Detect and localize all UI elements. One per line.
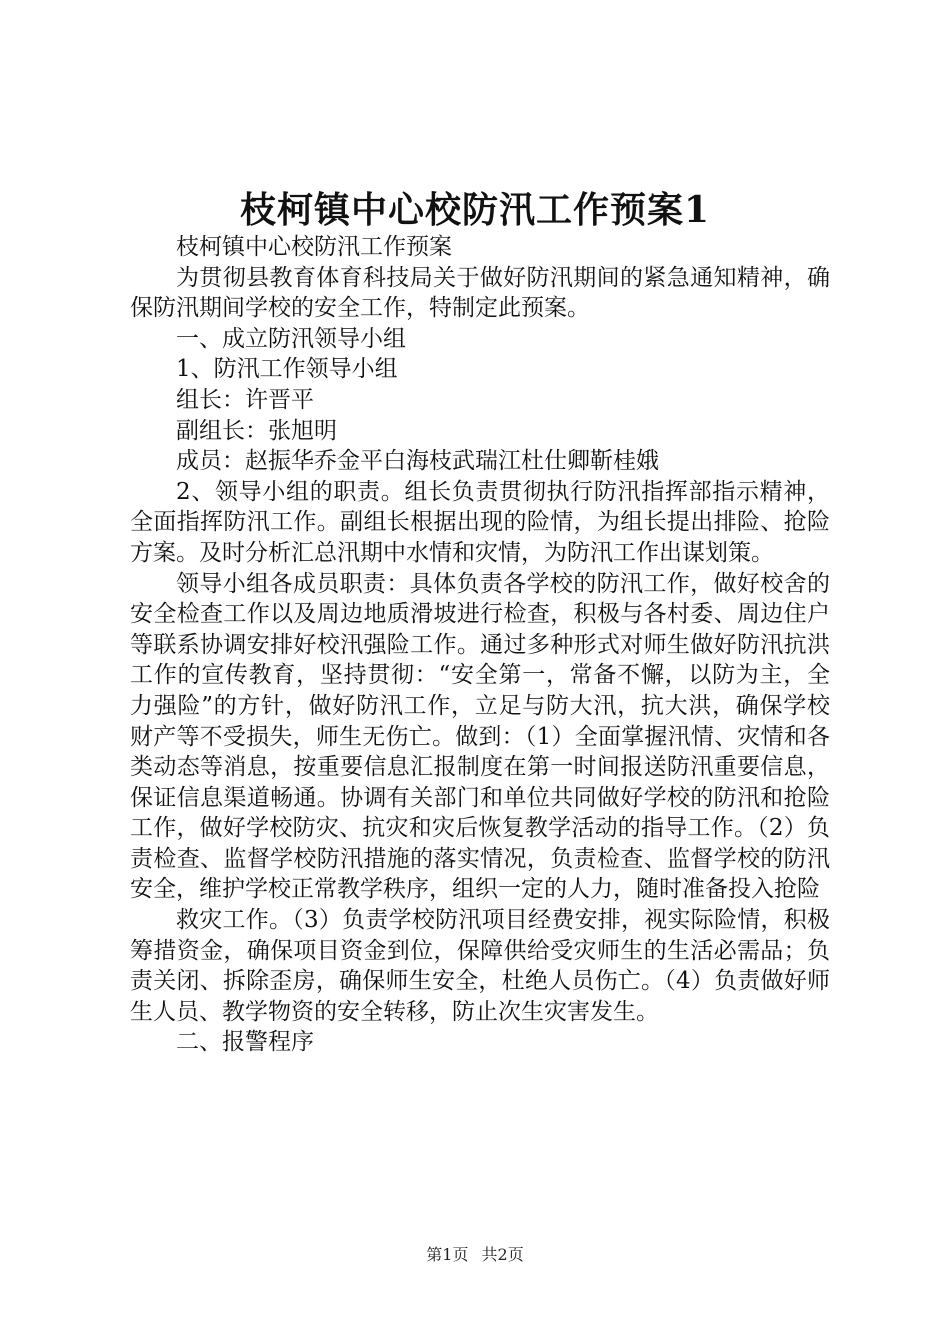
section-heading-leadership: 一、成立防汛领导小组 <box>176 325 406 352</box>
paragraph-subtitle: 枝柯镇中心校防汛工作预案 <box>176 234 452 260</box>
paragraph-members: 成员：赵振华乔金平白海枝武瑞江杜仕卿靳桂娥 <box>176 448 659 475</box>
page-total: 共2页 <box>481 1245 524 1264</box>
paragraph-leader: 组长：许晋平 <box>176 386 314 413</box>
page-footer <box>0 1244 950 1266</box>
subsection-heading-group: 1、防汛工作领导小组 <box>176 356 398 383</box>
paragraph-deputy-leader: 副组长：张旭明 <box>176 417 337 444</box>
paragraph-relief-work: 救灾工作。（3）负责学校防汛项目经费安排，视实际险情，积极筹措资金，确保项目资金到位，保障供给受灾师生的生活必需品；负责关闭、拆除歪房，确保师生安全，杜绝人员伤亡。（4）负责做好师生人员、教学物资的安全转移，防止次生灾害发生。 <box>130 907 830 1025</box>
document-body <box>130 232 830 1058</box>
page-number: 第1页 <box>426 1245 469 1264</box>
paragraph-duties: 2、领导小组的职责。组长负责贯彻执行防汛指挥部指示精神，全面指挥防汛工作。副组长根据出现的险情，为组长提出排险、抢险方案。及时分析汇总汛期中水情和灾情，为防汛工作出谋划策。 <box>130 478 830 566</box>
section-heading-alarm: 二、报警程序 <box>176 1029 314 1056</box>
paragraph-intro: 为贯彻县教育体育科技局关于做好防汛期间的紧急通知精神，确保防汛期间学校的安全工作，特制定此预案。 <box>130 264 830 322</box>
paragraph-member-duties: 领导小组各成员职责：具体负责各学校的防汛工作，做好校舍的安全检查工作以及周边地质滑坡进行检查，积极与各村委、周边住户等联系协调安排好校汛强险工作。通过多种形式对师生做好防汛抗洪工作的宣传教育，坚持贯彻：“安全第一，常备不懈，以防为主，全力强险”的方针，做好防汛工作，立足与防大汛，抗大洪，确保学校财产等不受损失，师生无伤亡。做到：（1）全面掌握汛情、灾情和各类动态等消息，按重要信息汇报制度在第一时间报送防汛重要信息，保证信息渠道畅通。协调有关部门和单位共同做好学校的防汛和抢险工作，做好学校防灾、抗灾和灾后恢复教学活动的指导工作。（2）负责检查、监督学校防汛措施的落实情况，负责检查、监督学校的防汛安全，维护学校正常教学秩序，组织一定的人力，随时准备投入抢险 <box>130 570 830 903</box>
document-title: 枝柯镇中心校防汛工作预案1 <box>239 189 711 231</box>
